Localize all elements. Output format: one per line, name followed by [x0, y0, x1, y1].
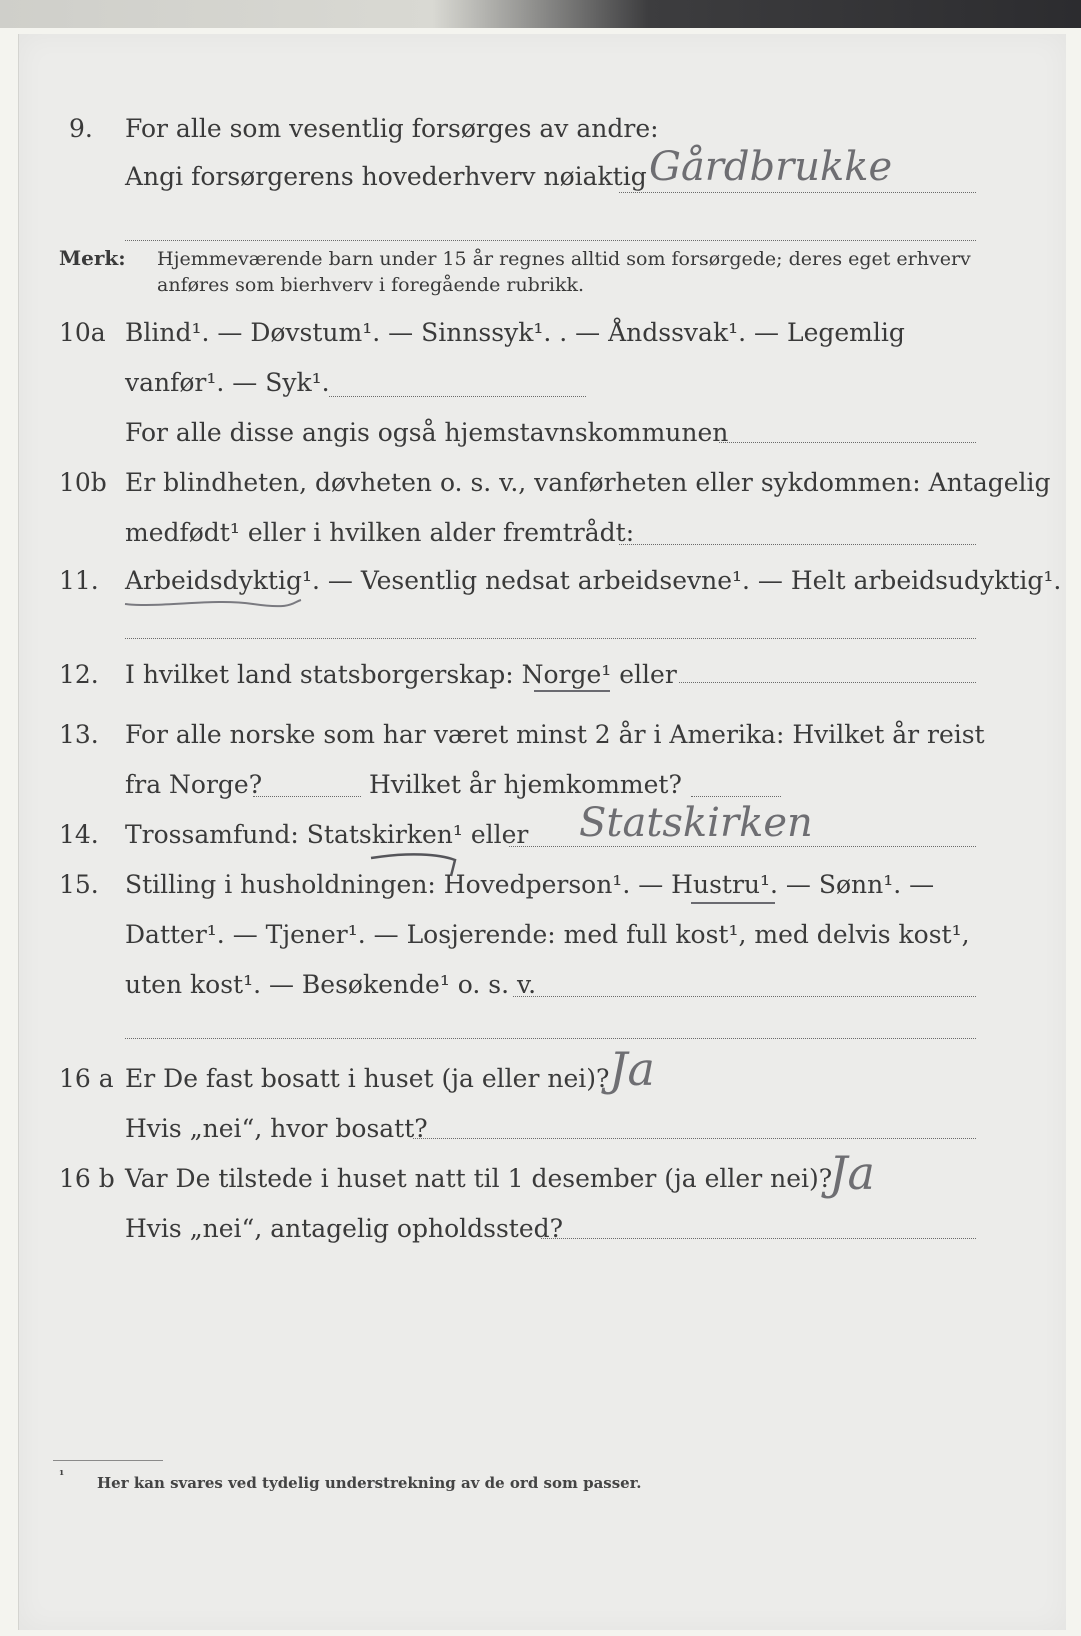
- question-text: Blind¹. — Døvstum¹. — Sinnssyk¹. . — Åndssvak¹. — Legemlig: [125, 318, 905, 347]
- question-text: Stilling i husholdningen: Hovedperson¹. — Hustru¹. — Sønn¹. —: [125, 870, 935, 899]
- question-number: 10a: [59, 318, 106, 347]
- question-text: Er blindheten, døvheten o. s. v., vanførheten eller sykdommen: Antagelig: [125, 468, 1051, 497]
- question-text: Trossamfund: Statskirken¹ eller: [125, 820, 529, 849]
- answer-line: [619, 192, 976, 193]
- question-text: Datter¹. — Tjener¹. — Losjerende: med full kost¹, med delvis kost¹,: [125, 920, 970, 949]
- answer-line: [513, 996, 976, 997]
- question-number: 10b: [59, 468, 107, 497]
- answer-line: [125, 1038, 976, 1039]
- question-text: Hvis „nei“, antagelig opholdssted?: [125, 1214, 564, 1243]
- scan-top-edge: [0, 0, 1081, 28]
- handwritten-answer: Gårdbrukke: [649, 144, 893, 190]
- handwritten-underline: [123, 594, 303, 610]
- answer-line: [619, 544, 976, 545]
- question-number: 12.: [59, 660, 99, 689]
- handwritten-underline: [532, 686, 612, 696]
- handwritten-mark: [369, 852, 459, 882]
- question-text: Er De fast bosatt i huset (ja eller nei)?: [125, 1064, 610, 1093]
- question-number: 13.: [59, 720, 99, 749]
- question-text: I hvilket land statsborgerskap: Norge¹ eller: [125, 660, 677, 689]
- note-text: Hjemmeværende barn under 15 år regnes alltid som forsørgede; deres eget erhverv: [157, 248, 971, 270]
- question-text: Var De tilstede i huset natt til 1 desember (ja eller nei)?: [125, 1164, 833, 1193]
- answer-line: [541, 1238, 976, 1239]
- question-number: 15.: [59, 870, 99, 899]
- answer-line: [719, 442, 976, 443]
- answer-line: [329, 396, 586, 397]
- question-text: vanfør¹. — Syk¹.: [125, 368, 330, 397]
- handwritten-answer: Statskirken: [579, 800, 813, 846]
- census-form-page: [18, 34, 1066, 1630]
- footnote-text: Her kan svares ved tydelig understrekning av de ord som passer.: [97, 1474, 642, 1492]
- answer-line: [679, 682, 976, 683]
- handwritten-answer: Ja: [609, 1042, 655, 1096]
- handwritten-answer: Ja: [829, 1146, 875, 1200]
- question-text: medfødt¹ eller i hvilken alder fremtrådt:: [125, 518, 635, 547]
- question-number: 16 b: [59, 1164, 115, 1193]
- note-text: anføres som bierhverv i foregående rubrikk.: [157, 274, 585, 296]
- question-number: 11.: [59, 566, 99, 595]
- answer-line: [413, 1138, 976, 1139]
- note-label: Merk:: [59, 246, 126, 270]
- answer-line: [691, 796, 781, 797]
- question-text: Angi forsørgerens hovederhverv nøiaktig: [125, 162, 647, 191]
- question-text: Hvis „nei“, hvor bosatt?: [125, 1114, 428, 1143]
- question-text: uten kost¹. — Besøkende¹ o. s. v.: [125, 970, 537, 999]
- answer-line: [509, 846, 976, 847]
- footnote-mark: ¹: [59, 1468, 65, 1482]
- question-text: Arbeidsdyktig¹. — Vesentlig nedsat arbeidsevne¹. — Helt arbeidsudyktig¹.: [125, 566, 1062, 595]
- handwritten-underline: [689, 898, 779, 908]
- question-text: For alle disse angis også hjemstavnskommunen: [125, 418, 729, 447]
- question-text: For alle som vesentlig forsørges av andre:: [125, 114, 659, 143]
- question-text: Hvilket år hjemkommet?: [369, 770, 682, 799]
- answer-line: [125, 638, 976, 639]
- answer-line: [253, 796, 361, 797]
- question-text: fra Norge?: [125, 770, 263, 799]
- answer-line: [125, 240, 976, 241]
- footnote-divider: [53, 1460, 163, 1461]
- question-number: 14.: [59, 820, 99, 849]
- question-text: For alle norske som har været minst 2 år i Amerika: Hvilket år reist: [125, 720, 985, 749]
- question-number: 16 a: [59, 1064, 114, 1093]
- question-number: 9.: [69, 114, 93, 143]
